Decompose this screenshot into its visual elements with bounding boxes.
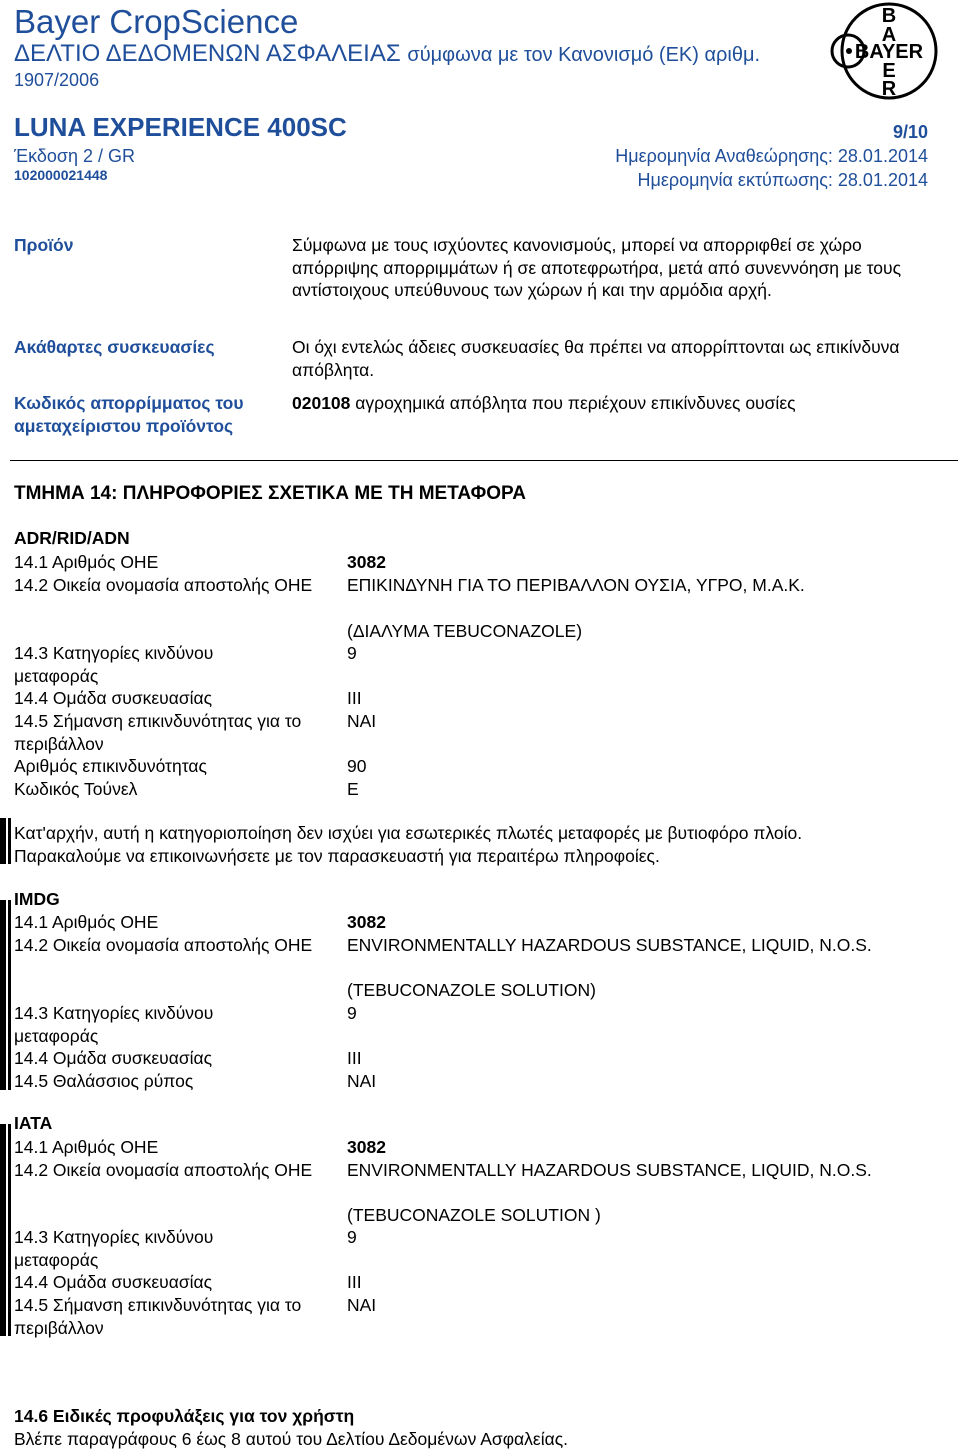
disposal-label-packaging: Ακάθαρτες συσκευασίες — [14, 337, 215, 357]
iata-un-number-label: 14.1 Αριθμός ΟΗΕ — [14, 1137, 159, 1157]
logo-letter-b: B — [881, 5, 897, 27]
iata-env-hazard-value: ΝΑΙ — [347, 1295, 377, 1315]
adr-note: Κατ'αρχήν, αυτή η κατηγοριοποίηση δεν ισχύει για εσωτερικές πλωτές μεταφορές με βυτιοφόρο πλοίο. Παρακαλούμε να επικοινωνήσετε με τον παρασκευαστή για περαιτέρω πληροφοίες. — [14, 823, 803, 866]
page-number: 9/10 — [892, 122, 928, 142]
imdg-packing-group-label: 14.4 Ομάδα συσκευασίας — [14, 1048, 213, 1068]
revision-bar — [8, 900, 11, 1090]
logo-word-bayer: BAYER — [854, 41, 924, 63]
adr-packing-group-value: III — [347, 688, 362, 708]
revision-bar — [0, 1124, 6, 1336]
version-label: Έκδοση 2 / GR — [14, 146, 136, 166]
special-precautions-text: Βλέπε παραγράφους 6 έως 8 αυτού του Δελτίου Δεδομένων Ασφαλείας. — [14, 1429, 569, 1449]
logo-letter-e: E — [882, 60, 896, 82]
document-code: 102000021448 — [14, 167, 108, 183]
imdg-un-number-label: 14.1 Αριθμός ΟΗΕ — [14, 912, 159, 932]
adr-hazard-class-label: 14.3 Κατηγορίες κινδύνου μεταφοράς — [14, 643, 214, 686]
iata-hazard-class-value: 9 — [347, 1227, 357, 1247]
imdg-marine-pollutant-value: ΝΑΙ — [347, 1071, 377, 1091]
special-precautions-heading: 14.6 Ειδικές προφυλάξεις για τον χρήστη — [14, 1406, 355, 1426]
imdg-shipping-name-value: ENVIRONMENTALLY HAZARDOUS SUBSTANCE, LIQUID, N.O.S. — [347, 935, 872, 955]
imdg-marine-pollutant-label: 14.5 Θαλάσσιος ρύπος — [14, 1071, 194, 1091]
revision-bar — [8, 1124, 11, 1336]
waste-description: αγροχημικά απόβλητα που περιέχουν επικίνδυνες ουσίες — [350, 393, 796, 413]
company-name: Bayer CropScience — [14, 3, 299, 40]
imdg-shipping-name-label: 14.2 Οικεία ονομασία αποστολής ΟΗΕ — [14, 935, 313, 955]
iata-shipping-name-label: 14.2 Οικεία ονομασία αποστολής ΟΗΕ — [14, 1160, 313, 1180]
bayer-cross-logo — [830, 0, 948, 102]
imdg-shipping-name-solution: (TEBUCONAZOLE SOLUTION) — [347, 980, 596, 1000]
section-divider — [10, 460, 958, 461]
adr-packing-group-label: 14.4 Ομάδα συσκευασίας — [14, 688, 213, 708]
product-name: LUNA EXPERIENCE 400SC — [14, 112, 347, 142]
disposal-label-product: Προϊόν — [14, 235, 74, 255]
adr-env-hazard-label: 14.5 Σήμανση επικινδυνότητας για το περιβάλλον — [14, 711, 302, 754]
revision-bar — [0, 900, 6, 1090]
imdg-hazard-class-label: 14.3 Κατηγορίες κινδύνου μεταφοράς — [14, 1003, 214, 1046]
document-title — [14, 40, 760, 68]
disposal-text-product: Σύμφωνα με τους ισχύοντες κανονισμούς, μπορεί να απορριφθεί σε χώρο απόρριψης απορριμμάτων ή σε αποτεφρωτήρα, μετά από συνεννόηση με τους αντίστοιχους υπεύθυνους των χώρων ή και την αρμόδια αρχή. — [292, 235, 902, 300]
section-14-title: ΤΜΗΜΑ 14: ΠΛΗΡΟΦΟΡΙΕΣ ΣΧΕΤΙΚΑ ΜΕ ΤΗ ΜΕΤΑΦΟΡΑ — [14, 483, 526, 504]
revision-date: Ημερομηνία Αναθεώρησης: 28.01.2014 — [615, 146, 928, 166]
imdg-packing-group-value: III — [347, 1048, 362, 1068]
iata-un-number-value: 3082 — [347, 1137, 386, 1157]
document-title-suffix: σύμφωνα με τον Κανονισμό (ΕΚ) αριθμ. — [407, 44, 761, 66]
imdg-hazard-class-value: 9 — [347, 1003, 357, 1023]
adr-un-number-value: 3082 — [347, 552, 386, 572]
revision-bar — [0, 818, 6, 864]
print-date: Ημερομηνία εκτύπωσης: 28.01.2014 — [637, 170, 928, 190]
adr-shipping-name-solution: (ΔΙΑΛΥΜΑ TEBUCONAZOLE) — [347, 621, 583, 641]
waste-code: 020108 — [292, 393, 351, 413]
adr-tunnel-code-label: Κωδικός Τούνελ — [14, 779, 138, 799]
iata-env-hazard-label: 14.5 Σήμανση επικινδυνότητας για το περιβάλλον — [14, 1295, 302, 1338]
adr-hazard-class-value: 9 — [347, 643, 357, 663]
logo-letter-r: R — [881, 78, 897, 100]
adr-shipping-name-label: 14.2 Οικεία ονομασία αποστολής ΟΗΕ — [14, 575, 313, 595]
adr-hazard-number-value: 90 — [347, 756, 367, 776]
regulation-number: 1907/2006 — [14, 70, 100, 90]
imdg-un-number-value: 3082 — [347, 912, 386, 932]
logo-letter-a: A — [881, 24, 897, 46]
adr-heading: ADR/RID/ADN — [14, 528, 130, 548]
iata-packing-group-label: 14.4 Ομάδα συσκευασίας — [14, 1272, 213, 1292]
iata-shipping-name-value: ENVIRONMENTALLY HAZARDOUS SUBSTANCE, LIQUID, N.O.S. — [347, 1160, 872, 1180]
adr-env-hazard-value: ΝΑΙ — [347, 711, 377, 731]
adr-un-number-label: 14.1 Αριθμός ΟΗΕ — [14, 552, 159, 572]
document-title-main: ΔΕΛΤΙΟ ΔΕΔΟΜΕΝΩΝ ΑΣΦΑΛΕΙΑΣ — [14, 40, 401, 67]
adr-tunnel-code-value: E — [347, 779, 359, 799]
iata-packing-group-value: III — [347, 1272, 362, 1292]
adr-hazard-number-label: Αριθμός επικινδυνότητας — [14, 756, 207, 776]
iata-hazard-class-label: 14.3 Κατηγορίες κινδύνου μεταφοράς — [14, 1227, 214, 1270]
disposal-label-waste-code: Κωδικός απορρίμματος του αμεταχείριστου προϊόντος — [14, 393, 244, 436]
disposal-text-packaging: Οι όχι εντελώς άδειες συσκευασίες θα πρέπει να απορρίπτονται ως επικίνδυνα απόβλητα. — [292, 337, 900, 380]
adr-shipping-name-value: ΕΠΙΚΙΝΔΥΝΗ ΓΙΑ ΤΟ ΠΕΡΙΒΑΛΛΟΝ ΟΥΣΙΑ, ΥΓΡΟ, Μ.Α.Κ. — [347, 575, 805, 595]
disposal-text-waste-code — [292, 392, 902, 415]
iata-shipping-name-solution: (TEBUCONAZOLE SOLUTION ) — [347, 1205, 601, 1225]
iata-heading: IATA — [14, 1113, 53, 1133]
revision-bar — [8, 818, 11, 864]
imdg-heading: IMDG — [14, 889, 60, 909]
